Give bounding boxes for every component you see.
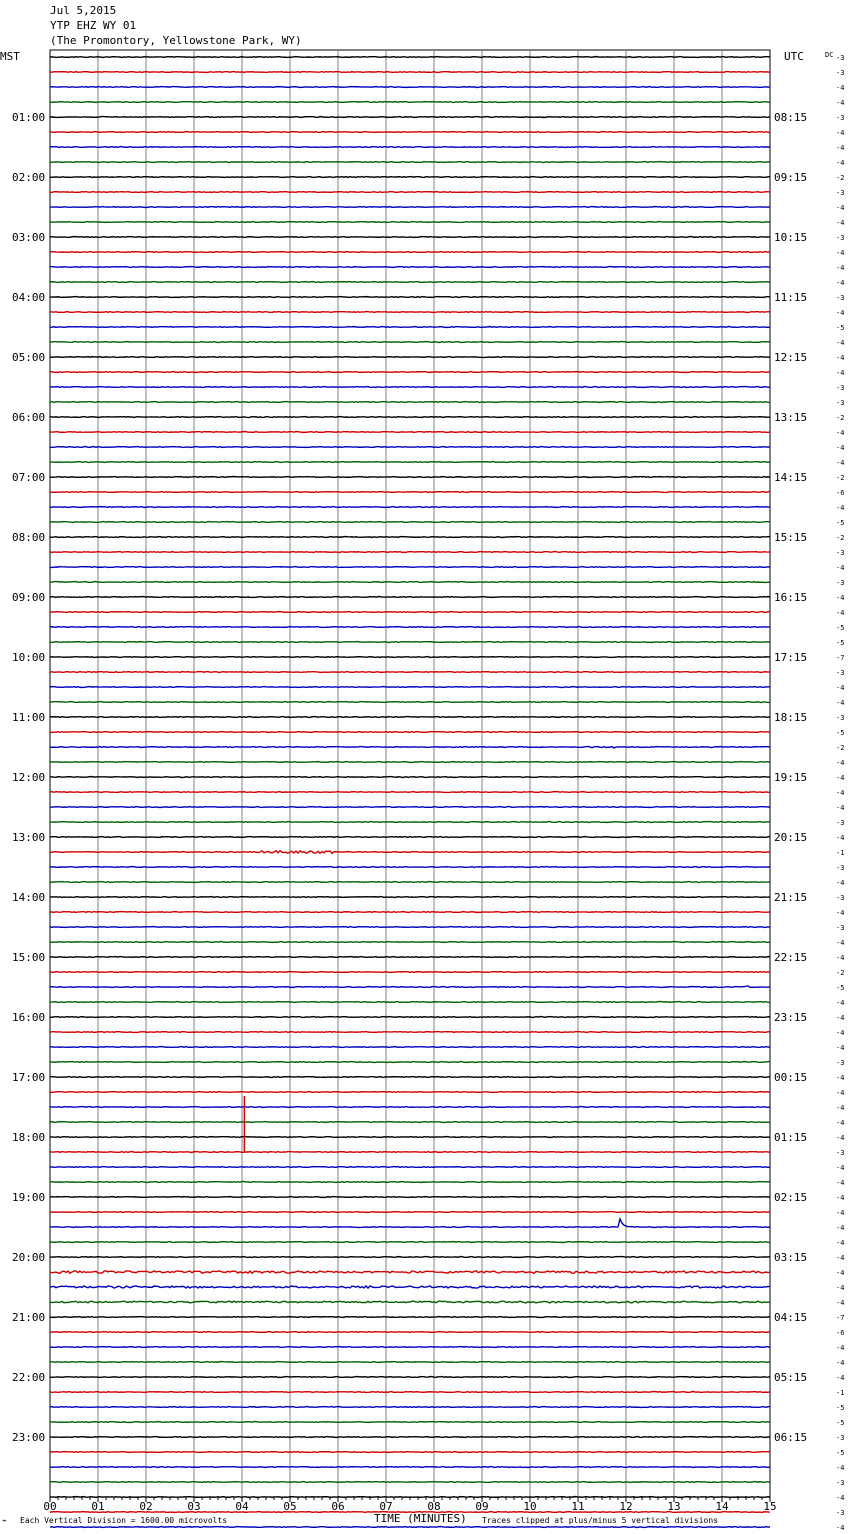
- trace-line: [50, 1362, 770, 1363]
- trace-line: [50, 462, 770, 463]
- dc-offset-label: -4: [836, 1359, 845, 1367]
- trace-line: [50, 717, 770, 718]
- dc-offset-label: -4: [836, 1464, 845, 1472]
- trace-line: [50, 432, 770, 433]
- right-hour-label: 06:15: [774, 1431, 808, 1444]
- dc-offset-label: -4: [836, 609, 845, 617]
- trace-line: [50, 567, 770, 568]
- x-tick-label: 15: [763, 1500, 777, 1513]
- trace-line: [50, 1242, 770, 1243]
- dc-offset-label: -3: [836, 1509, 845, 1517]
- trace-line: [50, 1422, 770, 1423]
- trace-line: [50, 252, 770, 253]
- trace-line: [50, 1122, 770, 1123]
- trace-line: [50, 72, 770, 73]
- right-hour-label: 13:15: [774, 411, 808, 424]
- trace-line: [50, 837, 770, 838]
- trace-line: [50, 1107, 770, 1108]
- trace-line: [50, 282, 770, 283]
- trace-line: [50, 1286, 770, 1288]
- trace-line: [50, 477, 770, 478]
- trace-line: [50, 447, 770, 448]
- dc-offset-label: -2: [836, 534, 845, 542]
- dc-offset-label: -2: [836, 744, 845, 752]
- left-hour-label: 17:00: [12, 1071, 46, 1084]
- trace-line: [50, 342, 770, 343]
- x-tick-label: 07: [379, 1500, 393, 1513]
- left-hour-label: 06:00: [12, 411, 46, 424]
- trace-line: [50, 222, 770, 223]
- dc-offset-label: -1: [836, 849, 845, 857]
- dc-offset-label: -7: [836, 654, 845, 662]
- trace-line: [50, 327, 770, 328]
- trace-line: [50, 851, 770, 854]
- right-hour-label: 20:15: [774, 831, 808, 844]
- dc-offset-label: -4: [836, 699, 845, 707]
- dc-offset-label: -4: [836, 939, 845, 947]
- trace-line: [50, 986, 770, 988]
- trace-line: [50, 102, 770, 103]
- dc-offset-label: -4: [836, 594, 845, 602]
- dc-offset-label: -2: [836, 969, 845, 977]
- x-tick-label: 01: [91, 1500, 105, 1513]
- trace-line: [50, 417, 770, 418]
- trace-line: [50, 822, 770, 823]
- right-hour-label: 09:15: [774, 171, 808, 184]
- trace-line: [50, 1257, 770, 1258]
- dc-offset-label: -5: [836, 624, 845, 632]
- dc-offset-label: -3: [836, 69, 845, 77]
- dc-offset-label: -3: [836, 1479, 845, 1487]
- trace-line: [50, 507, 770, 508]
- dc-offset-label: -3: [836, 1149, 845, 1157]
- trace-line: [50, 117, 770, 118]
- dc-offset-label: -3: [836, 924, 845, 932]
- dc-offset-label: -4: [836, 1029, 845, 1037]
- dc-offset-label: -3: [836, 54, 845, 62]
- trace-line: [50, 87, 770, 88]
- trace-line: [50, 642, 770, 643]
- dc-offset-label: -4: [836, 1269, 845, 1277]
- trace-line: [50, 672, 770, 673]
- dc-offset-label: -4: [836, 429, 845, 437]
- trace-line: [50, 1137, 770, 1138]
- trace-line: [50, 267, 770, 268]
- dc-offset-label: -4: [836, 1044, 845, 1052]
- trace-line: [50, 927, 770, 928]
- trace-line: [50, 132, 770, 133]
- dc-offset-label: -4: [836, 759, 845, 767]
- trace-line: [50, 162, 770, 163]
- dc-offset-label: -4: [836, 1104, 845, 1112]
- x-tick-label: 06: [331, 1500, 345, 1513]
- dc-offset-label: -3: [836, 234, 845, 242]
- right-hour-label: 21:15: [774, 891, 808, 904]
- trace-line: [50, 147, 770, 148]
- dc-offset-label: -4: [836, 1374, 845, 1382]
- left-hour-label: 05:00: [12, 351, 46, 364]
- dc-offset-label: -5: [836, 519, 845, 527]
- left-hour-label: 01:00: [12, 111, 46, 124]
- dc-offset-label: -6: [836, 489, 845, 497]
- dc-offset-label: -4: [836, 879, 845, 887]
- trace-line: [50, 1527, 770, 1528]
- left-hour-label: 15:00: [12, 951, 46, 964]
- trace-line: [50, 1062, 770, 1063]
- trace-line: [50, 897, 770, 898]
- dc-offset-label: -4: [836, 1524, 845, 1532]
- dc-offset-label: -4: [836, 954, 845, 962]
- trace-line: [50, 627, 770, 628]
- trace-line: [50, 1482, 770, 1483]
- trace-line: [50, 207, 770, 208]
- trace-line: [50, 746, 770, 748]
- right-hour-label: 12:15: [774, 351, 808, 364]
- dc-offset-label: -4: [836, 129, 845, 137]
- x-tick-label: 00: [43, 1500, 57, 1513]
- left-hour-label: 07:00: [12, 471, 46, 484]
- dc-offset-label: -5: [836, 1404, 845, 1412]
- left-hour-label: 18:00: [12, 1131, 46, 1144]
- dc-offset-label: -3: [836, 189, 845, 197]
- dc-offset-label: -4: [836, 789, 845, 797]
- left-hour-label: 09:00: [12, 591, 46, 604]
- x-tick-label: 05: [283, 1500, 297, 1513]
- trace-line: [50, 552, 770, 553]
- x-tick-label: 11: [571, 1500, 585, 1513]
- trace-line: [50, 597, 770, 598]
- dc-offset-label: -5: [836, 1419, 845, 1427]
- trace-line: [50, 1197, 770, 1198]
- right-hour-label: 15:15: [774, 531, 808, 544]
- dc-offset-label: -4: [836, 1344, 845, 1352]
- dc-offset-label: -4: [836, 1179, 845, 1187]
- dc-offset-label: -2: [836, 174, 845, 182]
- left-hour-label: 08:00: [12, 531, 46, 544]
- right-hour-label: 01:15: [774, 1131, 808, 1144]
- trace-line: [50, 1377, 770, 1378]
- dc-offset-label: -4: [836, 204, 845, 212]
- dc-offset-label: -4: [836, 1284, 845, 1292]
- trace-line: [50, 1219, 770, 1227]
- dc-offset-label: -4: [836, 1494, 845, 1502]
- dc-offset-label: -4: [836, 354, 845, 362]
- trace-line: [50, 177, 770, 178]
- left-hour-label: 04:00: [12, 291, 46, 304]
- dc-offset-label: -3: [836, 384, 845, 392]
- trace-line: [50, 957, 770, 958]
- trace-line: [50, 192, 770, 193]
- dc-offset-label: -4: [836, 444, 845, 452]
- trace-line: [50, 1317, 770, 1318]
- dc-offset-label: -4: [836, 1239, 845, 1247]
- x-tick-label: 03: [187, 1500, 201, 1513]
- x-tick-label: 09: [475, 1500, 489, 1513]
- trace-line: [50, 1167, 770, 1168]
- header-station: YTP EHZ WY 01: [50, 19, 137, 32]
- x-tick-label: 02: [139, 1500, 153, 1513]
- dc-offset-label: -3: [836, 864, 845, 872]
- trace-line: [50, 1017, 770, 1018]
- dc-offset-label: -4: [836, 1089, 845, 1097]
- trace-line: [50, 1152, 770, 1153]
- right-hour-label: 03:15: [774, 1251, 808, 1264]
- right-hour-label: 19:15: [774, 771, 808, 784]
- right-hour-label: 02:15: [774, 1191, 808, 1204]
- trace-line: [50, 297, 770, 298]
- dc-offset-label: -2: [836, 474, 845, 482]
- dc-offset-label: -4: [836, 684, 845, 692]
- dc-offset-label: -4: [836, 1254, 845, 1262]
- right-hour-label: 23:15: [774, 1011, 808, 1024]
- trace-line: [50, 1407, 770, 1408]
- trace-line: [50, 1002, 770, 1003]
- dc-offset-label: -3: [836, 399, 845, 407]
- right-hour-label: 18:15: [774, 711, 808, 724]
- trace-line: [50, 1212, 770, 1213]
- x-tick-label: 04: [235, 1500, 249, 1513]
- dc-offset-label: -4: [836, 459, 845, 467]
- trace-line: [50, 1182, 770, 1183]
- right-zone-label: UTC: [784, 50, 804, 63]
- right-hour-label: 14:15: [774, 471, 808, 484]
- trace-line: [50, 1077, 770, 1078]
- trace-line: [50, 312, 770, 313]
- scale-note: Each Vertical Division = 1600.00 microvolts: [20, 1516, 228, 1525]
- dc-offset-label: -4: [836, 1209, 845, 1217]
- dc-offset-label: -3: [836, 819, 845, 827]
- dc-offset-label: -4: [836, 1134, 845, 1142]
- trace-line: [50, 582, 770, 583]
- trace-line: [50, 1347, 770, 1348]
- dc-offset-label: -6: [836, 1329, 845, 1337]
- clip-note: Traces clipped at plus/minus 5 vertical divisions: [482, 1516, 719, 1525]
- dc-offset-label: -4: [836, 144, 845, 152]
- dc-offset-label: -4: [836, 1299, 845, 1307]
- left-zone-label: MST: [0, 50, 20, 63]
- dc-offset-label: -3: [836, 294, 845, 302]
- dc-offset-label: -5: [836, 324, 845, 332]
- dc-offset-label: -4: [836, 84, 845, 92]
- trace-line: [50, 492, 770, 493]
- left-hour-label: 14:00: [12, 891, 46, 904]
- x-tick-label: 10: [523, 1500, 537, 1513]
- dc-offset-label: -3: [836, 114, 845, 122]
- right-hour-label: 10:15: [774, 231, 808, 244]
- dc-offset-label: -4: [836, 909, 845, 917]
- trace-line: [50, 357, 770, 358]
- trace-line: [50, 777, 770, 778]
- left-hour-label: 03:00: [12, 231, 46, 244]
- right-hour-label: 08:15: [774, 111, 808, 124]
- trace-line: [50, 762, 770, 763]
- trace-line: [50, 1467, 770, 1468]
- trace-line: [50, 1452, 770, 1453]
- dc-offset-label: -4: [836, 504, 845, 512]
- dc-offset-label: -4: [836, 264, 845, 272]
- dc-offset-label: -5: [836, 1449, 845, 1457]
- dc-offset-label: -4: [836, 249, 845, 257]
- trace-line: [50, 402, 770, 403]
- dc-offset-label: -4: [836, 1164, 845, 1172]
- x-tick-label: 08: [427, 1500, 441, 1513]
- trace-line: [50, 57, 770, 58]
- dc-offset-label: -4: [836, 999, 845, 1007]
- dc-offset-label: -2: [836, 414, 845, 422]
- dc-offset-label: -1: [836, 1389, 845, 1397]
- left-hour-label: 20:00: [12, 1251, 46, 1264]
- trace-line: [50, 537, 770, 538]
- dc-offset-label: -4: [836, 339, 845, 347]
- x-tick-label: 14: [715, 1500, 729, 1513]
- dc-label: DC: [825, 51, 834, 59]
- dc-offset-label: -4: [836, 1014, 845, 1022]
- dc-offset-label: -3: [836, 1059, 845, 1067]
- trace-line: [50, 792, 770, 793]
- trace-line: [50, 912, 770, 913]
- trace-line: [50, 1271, 770, 1274]
- dc-offset-label: -3: [836, 894, 845, 902]
- dc-offset-label: -4: [836, 159, 845, 167]
- trace-line: [50, 1092, 770, 1093]
- right-hour-label: 00:15: [774, 1071, 808, 1084]
- right-hour-label: 11:15: [774, 291, 808, 304]
- right-hour-label: 17:15: [774, 651, 808, 664]
- dc-offset-label: -4: [836, 1194, 845, 1202]
- dc-offset-label: -4: [836, 1074, 845, 1082]
- left-hour-label: 12:00: [12, 771, 46, 784]
- trace-line: [50, 372, 770, 373]
- trace-line: [50, 807, 770, 808]
- left-hour-label: 13:00: [12, 831, 46, 844]
- trace-line: [50, 867, 770, 868]
- right-hour-label: 04:15: [774, 1311, 808, 1324]
- dc-offset-label: -4: [836, 1224, 845, 1232]
- trace-line: [50, 387, 770, 388]
- x-tick-label: 12: [619, 1500, 633, 1513]
- dc-offset-label: -3: [836, 1434, 845, 1442]
- left-hour-label: 02:00: [12, 171, 46, 184]
- trace-line: [50, 882, 770, 883]
- dc-offset-label: -4: [836, 219, 845, 227]
- dc-offset-label: -3: [836, 714, 845, 722]
- trace-line: [50, 972, 770, 973]
- dc-offset-label: -4: [836, 834, 845, 842]
- corner-mark: ⌁: [2, 1516, 7, 1525]
- dc-offset-label: -4: [836, 1119, 845, 1127]
- left-hour-label: 22:00: [12, 1371, 46, 1384]
- dc-offset-label: -5: [836, 729, 845, 737]
- trace-line: [50, 687, 770, 688]
- dc-offset-label: -4: [836, 804, 845, 812]
- trace-line: [50, 702, 770, 703]
- dc-offset-label: -4: [836, 309, 845, 317]
- dc-offset-label: -5: [836, 984, 845, 992]
- dc-offset-label: -7: [836, 1314, 845, 1322]
- dc-offset-label: -4: [836, 774, 845, 782]
- trace-line: [50, 1301, 770, 1303]
- dc-offset-label: -4: [836, 279, 845, 287]
- header-location: (The Promontory, Yellowstone Park, WY): [50, 34, 302, 47]
- trace-line: [50, 237, 770, 238]
- left-hour-label: 23:00: [12, 1431, 46, 1444]
- left-hour-label: 19:00: [12, 1191, 46, 1204]
- right-hour-label: 16:15: [774, 591, 808, 604]
- left-hour-label: 10:00: [12, 651, 46, 664]
- left-hour-label: 16:00: [12, 1011, 46, 1024]
- dc-offset-label: -3: [836, 549, 845, 557]
- trace-line: [50, 522, 770, 523]
- trace-line: [50, 657, 770, 658]
- trace-line: [50, 1392, 770, 1393]
- right-hour-label: 05:15: [774, 1371, 808, 1384]
- right-hour-label: 22:15: [774, 951, 808, 964]
- trace-line: [50, 612, 770, 613]
- dc-offset-label: -3: [836, 579, 845, 587]
- dc-offset-label: -4: [836, 564, 845, 572]
- trace-line: [50, 1047, 770, 1048]
- dc-offset-label: -5: [836, 639, 845, 647]
- dc-offset-label: -4: [836, 369, 845, 377]
- trace-line: [50, 1032, 770, 1033]
- trace-line: [50, 1332, 770, 1333]
- header-date: Jul 5,2015: [50, 4, 117, 17]
- dc-offset-label: -3: [836, 669, 845, 677]
- x-tick-label: 13: [667, 1500, 681, 1513]
- left-hour-label: 21:00: [12, 1311, 46, 1324]
- left-hour-label: 11:00: [12, 711, 46, 724]
- trace-line: [50, 942, 770, 943]
- trace-line: [50, 732, 770, 733]
- x-axis-title: TIME (MINUTES): [374, 1512, 467, 1525]
- dc-offset-label: -4: [836, 99, 845, 107]
- trace-line: [50, 1437, 770, 1438]
